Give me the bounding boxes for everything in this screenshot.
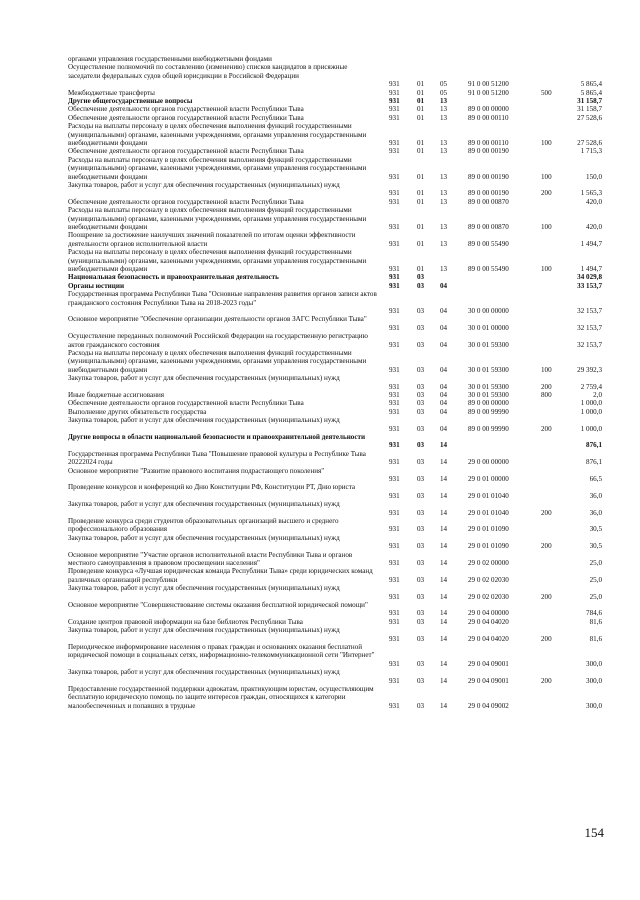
amount: 36,0 [589, 508, 602, 517]
subsection-code: 14 [440, 525, 448, 534]
expense-type-code: 200 [541, 508, 552, 517]
admin-code: 931 [389, 172, 400, 181]
target-article-code: 29 0 01 01090 [468, 525, 509, 534]
amount: 30,5 [589, 542, 602, 551]
section-code: 01 [417, 264, 425, 273]
expense-type-code: 500 [541, 88, 552, 97]
subsection-code: 04 [440, 391, 448, 399]
admin-code: 931 [389, 659, 400, 668]
admin-code: 931 [389, 88, 400, 97]
subsection-code: 14 [440, 676, 448, 685]
amount: 300,0 [586, 659, 602, 668]
row-name: Предоставление государственной поддержки адвокатам, практикующим юристам, осуществляющим бесплатную юридическую помощь по защите интересов граждан, относящихся к категории малообеспеченных и попавших в трудные [68, 685, 374, 710]
expense-type-code: 200 [541, 542, 552, 551]
section-code: 01 [417, 97, 425, 105]
subsection-code: 14 [440, 575, 448, 584]
section-code: 03 [417, 306, 425, 315]
row-name: Обеспечение деятельности органов государственной власти Республики Тыва [68, 147, 304, 156]
section-code: 03 [417, 592, 425, 601]
target-article-code: 89 0 00 00870 [468, 197, 509, 206]
table-row [0, 122, 640, 147]
section-code: 03 [417, 542, 425, 551]
amount: 25,0 [589, 592, 602, 601]
table-row [0, 643, 640, 668]
subsection-code: 04 [440, 340, 448, 349]
table-row [0, 467, 640, 484]
amount: 36,0 [589, 491, 602, 500]
amount: 25,0 [589, 575, 602, 584]
row-name: Выполнение других обязательств государства [68, 407, 207, 416]
subsection-code: 13 [440, 138, 448, 147]
table-row [0, 63, 640, 88]
section-code: 03 [417, 382, 425, 391]
admin-code: 931 [389, 147, 400, 156]
admin-code: 931 [389, 138, 400, 147]
section-code: 01 [417, 138, 425, 147]
row-name: Проведение конкурсов и конференций ко Дню Конституции РФ, Конституции РТ, Дню юриста [68, 483, 356, 492]
amount: 5 865,4 [580, 88, 602, 97]
row-name: Национальная безопасность и правоохранительная деятельность [68, 273, 279, 282]
subsection-code: 04 [440, 365, 448, 374]
target-article-code: 29 0 04 09002 [468, 701, 509, 710]
target-article-code: 89 0 00 00110 [468, 113, 509, 122]
section-code: 01 [417, 189, 425, 198]
table-row [0, 685, 640, 710]
row-name: Основное мероприятие "Развитие правового воспитания подрастающего поколения" [68, 466, 325, 475]
admin-code: 931 [389, 558, 400, 567]
target-article-code: 89 0 00 00870 [468, 222, 509, 231]
row-name: Основное мероприятие "Обеспечение организации деятельности органов ЗАГС Республики Тыва" [68, 315, 367, 324]
expense-type-code: 200 [541, 676, 552, 685]
row-name: Обеспечение деятельности органов государственной власти Республики Тыва [68, 113, 304, 122]
table-row [0, 89, 640, 97]
admin-code: 931 [389, 424, 400, 433]
admin-code: 931 [389, 113, 400, 122]
table-row [0, 517, 640, 534]
amount: 66,5 [589, 474, 602, 483]
admin-code: 931 [389, 80, 400, 89]
admin-code: 931 [389, 340, 400, 349]
expense-type-code: 200 [541, 382, 552, 391]
admin-code: 931 [389, 281, 400, 290]
target-article-code: 89 0 00 00000 [468, 105, 509, 114]
admin-code: 931 [389, 508, 400, 517]
subsection-code: 13 [440, 147, 448, 156]
target-article-code: 89 0 00 00000 [468, 399, 509, 408]
subsection-code: 04 [440, 306, 448, 315]
subsection-code: 14 [440, 508, 448, 517]
target-article-code: 30 0 01 59300 [468, 382, 509, 391]
table-row [0, 668, 640, 685]
amount: 876,1 [586, 441, 602, 450]
amount: 300,0 [586, 676, 602, 685]
target-article-code: 89 0 00 00190 [468, 147, 509, 156]
amount: 31 158,7 [577, 105, 602, 114]
subsection-code: 14 [440, 558, 448, 567]
target-article-code: 29 0 04 00000 [468, 609, 509, 618]
target-article-code: 89 0 00 99990 [468, 424, 509, 433]
section-code: 01 [417, 113, 425, 122]
amount: 1 494,7 [580, 239, 602, 248]
subsection-code: 14 [440, 458, 448, 467]
amount: 32 153,7 [577, 306, 602, 315]
table-row [0, 618, 640, 626]
row-name: Основное мероприятие "Совершенствование системы оказания бесплатной юридической помощи" [68, 601, 368, 609]
admin-code: 931 [389, 609, 400, 618]
section-code: 01 [417, 80, 425, 89]
section-code: 03 [417, 575, 425, 584]
admin-code: 931 [389, 365, 400, 374]
target-article-code: 89 0 00 55490 [468, 239, 509, 248]
expense-type-code: 100 [541, 172, 552, 181]
row-name: Закупка товаров, работ и услуг для обеспечения государственных (муниципальных) нужд [68, 626, 340, 635]
subsection-code: 04 [440, 382, 448, 391]
subsection-code: 14 [440, 609, 448, 618]
table-row [0, 114, 640, 122]
section-code: 03 [417, 323, 425, 332]
subsection-code: 05 [440, 88, 448, 97]
row-name: Обеспечение деятельности органов государственной власти Республики Тыва [68, 105, 304, 114]
admin-code: 931 [389, 189, 400, 198]
admin-code: 931 [389, 491, 400, 500]
subsection-code: 04 [440, 281, 448, 290]
admin-code: 931 [389, 525, 400, 534]
row-name: Иные бюджетные ассигнования [68, 391, 165, 399]
table-row [0, 290, 640, 315]
section-code: 03 [417, 407, 425, 416]
subsection-code: 13 [440, 113, 448, 122]
amount: 81,6 [589, 634, 602, 643]
admin-code: 931 [389, 97, 400, 105]
section-code: 01 [417, 172, 425, 181]
row-name: Обеспечение деятельности органов государственной власти Республики Тыва [68, 197, 304, 206]
row-name: Расходы на выплаты персоналу в целях обеспечения выполнения функций государственными (муниципальными) органами, казенными учреждениями, органами управления государственными внебюджетными фондами [68, 206, 367, 231]
target-article-code: 89 0 00 99990 [468, 407, 509, 416]
row-name: Закупка товаров, работ и услуг для обеспечения государственных (муниципальных) нужд [68, 584, 340, 593]
subsection-code: 13 [440, 105, 448, 114]
admin-code: 931 [389, 575, 400, 584]
amount: 300,0 [586, 701, 602, 710]
row-name: Создание центров правовой информации на базе библиотек Республики Тыва [68, 617, 303, 626]
expense-type-code: 200 [541, 424, 552, 433]
admin-code: 931 [389, 391, 400, 399]
target-article-code: 29 0 04 09001 [468, 659, 509, 668]
section-code: 03 [417, 281, 425, 290]
subsection-code: 14 [440, 491, 448, 500]
target-article-code: 91 0 00 51200 [468, 88, 509, 97]
target-article-code: 91 0 00 51200 [468, 80, 509, 89]
table-row [0, 97, 640, 105]
subsection-code: 14 [440, 617, 448, 626]
target-article-code: 29 0 04 04020 [468, 634, 509, 643]
section-code: 03 [417, 659, 425, 668]
subsection-code: 14 [440, 701, 448, 710]
expense-type-code: 200 [541, 634, 552, 643]
section-code: 03 [417, 273, 425, 282]
row-name: Периодическое информирование населения о правах граждан и основаниях оказания бесплатной юридической помощи в социальных сетях, информационно-телекоммуникационной сети "Интернет" [68, 643, 375, 660]
admin-code: 931 [389, 701, 400, 710]
row-name: Другие общегосударственные вопросы [68, 97, 193, 105]
subsection-code: 13 [440, 264, 448, 273]
expense-type-code: 200 [541, 592, 552, 601]
target-article-code: 30 0 01 59300 [468, 391, 509, 399]
subsection-code: 14 [440, 441, 448, 450]
section-code: 01 [417, 239, 425, 248]
target-article-code: 29 0 04 09001 [468, 676, 509, 685]
admin-code: 931 [389, 273, 400, 282]
row-name: Закупка товаров, работ и услуг для обеспечения государственных (муниципальных) нужд [68, 374, 340, 383]
amount: 27 528,6 [577, 113, 602, 122]
admin-code: 931 [389, 441, 400, 450]
subsection-code: 13 [440, 197, 448, 206]
section-code: 03 [417, 676, 425, 685]
section-code: 03 [417, 391, 425, 399]
section-code: 03 [417, 558, 425, 567]
section-code: 01 [417, 197, 425, 206]
admin-code: 931 [389, 634, 400, 643]
target-article-code: 89 0 00 00190 [468, 189, 509, 198]
table-row [0, 408, 640, 416]
row-name: Закупка товаров, работ и услуг для обеспечения государственных (муниципальных) нужд [68, 416, 340, 425]
subsection-code: 14 [440, 634, 448, 643]
subsection-code: 13 [440, 239, 448, 248]
target-article-code: 29 0 01 01040 [468, 508, 509, 517]
target-article-code: 29 0 02 02030 [468, 592, 509, 601]
row-name: Закупка товаров, работ и услуг для обеспечения государственных (муниципальных) нужд [68, 668, 340, 677]
amount: 2,0 [593, 391, 602, 399]
subsection-code: 14 [440, 659, 448, 668]
section-code: 03 [417, 424, 425, 433]
table-row [0, 374, 640, 391]
target-article-code: 89 0 00 00190 [468, 172, 509, 181]
section-code: 01 [417, 147, 425, 156]
row-name: Осуществление полномочий по составлению (изменению) списков кандидатов в присяжные заседатели федеральных судов общей юрисдикции в Российской Федерации [68, 63, 348, 80]
target-article-code: 30 0 00 00000 [468, 306, 509, 315]
admin-code: 931 [389, 399, 400, 408]
table-row [0, 534, 640, 551]
admin-code: 931 [389, 323, 400, 332]
amount: 1 000,0 [580, 399, 602, 408]
subsection-code: 13 [440, 189, 448, 198]
expense-type-code: 100 [541, 222, 552, 231]
target-article-code: 89 0 00 00110 [468, 138, 509, 147]
admin-code: 931 [389, 474, 400, 483]
amount: 30,5 [589, 525, 602, 534]
subsection-code: 04 [440, 407, 448, 416]
table-row [0, 105, 640, 113]
row-name: Расходы на выплаты персоналу в целях обеспечения выполнения функций государственными (муниципальными) органами, казенными учреждениями, органами управления государственными внебюджетными фондами [68, 122, 367, 147]
table-row [0, 399, 640, 407]
table-row [0, 147, 640, 155]
expense-type-code: 100 [541, 138, 552, 147]
subsection-code: 13 [440, 172, 448, 181]
table-row [0, 416, 640, 433]
table-row [0, 483, 640, 500]
admin-code: 931 [389, 407, 400, 416]
subsection-code: 04 [440, 399, 448, 408]
target-article-code: 30 0 01 00000 [468, 323, 509, 332]
target-article-code: 29 0 04 04020 [468, 617, 509, 626]
target-article-code: 29 0 01 01040 [468, 491, 509, 500]
table-row [0, 231, 640, 248]
expense-type-code: 200 [541, 189, 552, 198]
amount: 31 158,7 [577, 97, 602, 105]
table-row [0, 248, 640, 273]
row-name: Проведение конкурса среди студентов образовательных организаций высшего и среднего профессионального образования [68, 517, 339, 534]
target-article-code: 89 0 00 55490 [468, 264, 509, 273]
amount: 420,0 [586, 222, 602, 231]
admin-code: 931 [389, 239, 400, 248]
row-name: Обеспечение деятельности органов государственной власти Республики Тыва [68, 399, 304, 408]
table-row [0, 551, 640, 568]
subsection-code: 13 [440, 222, 448, 231]
section-code: 03 [417, 441, 425, 450]
section-code: 03 [417, 525, 425, 534]
table-row [0, 584, 640, 601]
table-row [0, 626, 640, 643]
amount: 1 715,3 [580, 147, 602, 156]
row-name: органами управления государственными внебюджетными фондами [68, 55, 272, 63]
section-code: 01 [417, 88, 425, 97]
table-row [0, 206, 640, 231]
amount: 27 528,6 [577, 138, 602, 147]
row-name: Расходы на выплаты персоналу в целях обеспечения выполнения функций государственными (муниципальными) органами, казенными учреждениями, органами управления государственными внебюджетными фондами [68, 155, 367, 181]
amount: 876,1 [586, 458, 602, 467]
admin-code: 931 [389, 105, 400, 114]
row-name: Поощрение за достижение наилучших значений показателей по итогам оценки эффективности деятельности органов исполнительной власти [68, 231, 356, 248]
table-row [0, 156, 640, 181]
section-code: 03 [417, 508, 425, 517]
row-name: Другие вопросы в области национальной безопасности и правоохранительной деятельности [68, 433, 366, 441]
amount: 1 000,0 [580, 424, 602, 433]
amount: 34 029,8 [577, 273, 602, 282]
section-code: 03 [417, 701, 425, 710]
row-name: Межбюджетные трансферты [68, 88, 155, 97]
amount: 784,6 [586, 609, 602, 618]
row-name: Органы юстиции [68, 281, 125, 290]
table-row [0, 433, 640, 450]
row-name: Проведение конкурса «Лучшая юридическая команда Республики Тыва» среди юридических команд различных организаций республики [68, 567, 373, 584]
amount: 1 000,0 [580, 407, 602, 416]
target-article-code: 29 0 00 00000 [468, 458, 509, 467]
amount: 32 153,7 [577, 340, 602, 349]
expense-type-code: 800 [541, 391, 552, 399]
section-code: 01 [417, 222, 425, 231]
row-name: Основное мероприятие "Участие органов исполнительной власти Республики Тыва и органов местного самоуправления в правовом просвещении населения" [68, 550, 353, 567]
target-article-code: 29 0 01 01090 [468, 542, 509, 551]
target-article-code: 29 0 02 02030 [468, 575, 509, 584]
row-name: Расходы на выплаты персоналу в целях обеспечения выполнения функций государственными (муниципальными) органами, казенными учреждениями, органами управления государственными внебюджетными фондами [68, 349, 367, 374]
admin-code: 931 [389, 676, 400, 685]
section-code: 03 [417, 617, 425, 626]
section-code: 03 [417, 474, 425, 483]
table-row [0, 450, 640, 467]
page-number: 154 [584, 825, 604, 840]
amount: 81,6 [589, 617, 602, 626]
target-article-code: 29 0 01 00000 [468, 474, 509, 483]
table-row [0, 601, 640, 618]
table-row [0, 332, 640, 349]
target-article-code: 29 0 02 00000 [468, 558, 509, 567]
section-code: 01 [417, 105, 425, 114]
section-code: 03 [417, 365, 425, 374]
subsection-code: 05 [440, 80, 448, 89]
amount: 420,0 [586, 197, 602, 206]
subsection-code: 14 [440, 474, 448, 483]
section-code: 03 [417, 634, 425, 643]
section-code: 03 [417, 340, 425, 349]
table-row [0, 349, 640, 374]
admin-code: 931 [389, 592, 400, 601]
amount: 1 494,7 [580, 264, 602, 273]
amount: 150,0 [586, 172, 602, 181]
subsection-code: 04 [440, 323, 448, 332]
table-row [0, 282, 640, 290]
expense-type-code: 100 [541, 264, 552, 273]
table-row [0, 315, 640, 332]
admin-code: 931 [389, 222, 400, 231]
table-row [0, 500, 640, 517]
section-code: 03 [417, 399, 425, 408]
subsection-code: 04 [440, 424, 448, 433]
target-article-code: 30 0 01 59300 [468, 340, 509, 349]
subsection-code: 13 [440, 97, 448, 105]
admin-code: 931 [389, 264, 400, 273]
amount: 25,0 [589, 558, 602, 567]
amount: 33 153,7 [577, 281, 602, 290]
table-row [0, 181, 640, 198]
table-row [0, 391, 640, 399]
subsection-code: 14 [440, 592, 448, 601]
admin-code: 931 [389, 617, 400, 626]
target-article-code: 30 0 01 59300 [468, 365, 509, 374]
row-name: Осуществление переданных полномочий Российской Федерации на государственную регистрацию актов гражданского состояния [68, 332, 368, 349]
table-row [0, 567, 640, 584]
expense-type-code: 100 [541, 365, 552, 374]
table-row [0, 273, 640, 281]
section-code: 03 [417, 458, 425, 467]
admin-code: 931 [389, 542, 400, 551]
subsection-code: 14 [440, 542, 448, 551]
admin-code: 931 [389, 197, 400, 206]
amount: 32 153,7 [577, 323, 602, 332]
amount: 2 759,4 [580, 382, 602, 391]
row-name: Государственная программа Республики Тыва "Основные направления развития органов записи актов гражданского состояния Республики Тыва на 2018-2023 годы" [68, 290, 377, 307]
row-name: Государственная программа Республики Тыва "Повышение правовой культуры в Республике Тыва 20222024 годы [68, 449, 366, 467]
row-name: Расходы на выплаты персоналу в целях обеспечения выполнения функций государственными (муниципальными) органами, казенными учреждениями, органами управления государственными внебюджетными фондами [68, 248, 367, 273]
admin-code: 931 [389, 382, 400, 391]
amount: 5 865,4 [580, 80, 602, 89]
table-row [0, 198, 640, 206]
section-code: 03 [417, 491, 425, 500]
row-name: Закупка товаров, работ и услуг для обеспечения государственных (муниципальных) нужд [68, 500, 340, 509]
admin-code: 931 [389, 458, 400, 467]
amount: 1 565,3 [580, 189, 602, 198]
amount: 29 392,3 [577, 365, 602, 374]
admin-code: 931 [389, 306, 400, 315]
row-name: Закупка товаров, работ и услуг для обеспечения государственных (муниципальных) нужд [68, 533, 340, 542]
section-code: 03 [417, 609, 425, 618]
table-row [0, 55, 640, 63]
row-name: Закупка товаров, работ и услуг для обеспечения государственных (муниципальных) нужд [68, 181, 340, 189]
